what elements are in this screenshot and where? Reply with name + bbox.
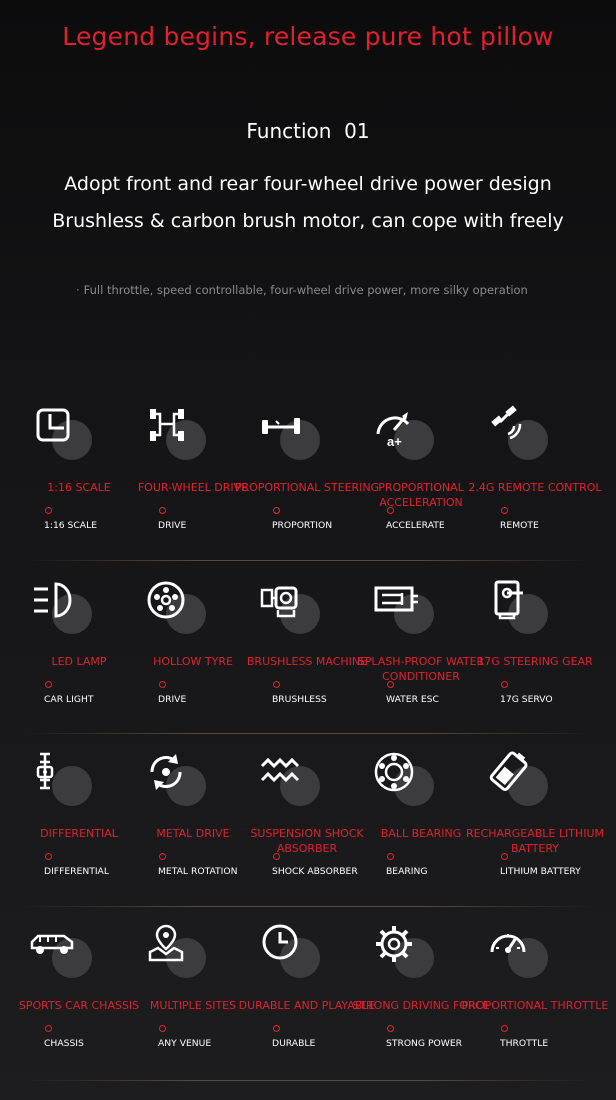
feature-sublabel: BEARING [386,866,428,877]
feature-item [246,574,382,724]
feature-label: MULTIPLE SITES [149,999,237,1012]
bullet-dot [273,507,280,514]
row-divider [24,906,592,907]
feature-sublabel: SHOCK ABSORBER [272,866,358,877]
bullet-dot [273,1025,280,1032]
feature-item [138,400,268,550]
feature-label: 1:16 SCALE [47,481,111,494]
bullet-dot [273,853,280,860]
feature-item [252,746,382,896]
gear-icon [366,918,436,978]
feature-sublabel: BRUSHLESS [272,694,327,705]
feature-sublabel: DRIVE [158,520,187,531]
headlamp-icon [24,574,94,634]
bullet-dot [45,1025,52,1032]
feature-sublabel: STRONG POWER [386,1038,463,1049]
feature-sublabel: METAL ROTATION [158,866,238,877]
feature-sublabel: ANY VENUE [158,1038,212,1049]
feature-item [461,918,610,1068]
bullet-dot [501,1025,508,1032]
feature-sublabel: THROTTLE [500,1038,549,1049]
feature-note [76,283,576,297]
bullet-dot [45,507,52,514]
bullet-dot [387,681,394,688]
row-divider [24,1080,592,1081]
feature-item [24,746,154,896]
feature-item [238,918,382,1068]
bullet-dot [159,1025,166,1032]
feature-sublabel: PROPORTION [272,520,333,531]
bullet-dot [501,507,508,514]
bullet-dot [159,507,166,514]
satellite-signal-icon [480,400,550,460]
feature-item [138,918,268,1068]
feature-item [24,574,154,724]
feature-sublabel: ACCELERATE [386,520,445,531]
row-divider [24,733,592,734]
note-bullet: · [76,283,80,297]
feature-item [357,574,496,724]
bullet-dot [501,853,508,860]
bullet-dot [387,507,394,514]
feature-sublabel: REMOTE [500,520,539,531]
feature-item [468,400,610,550]
bullet-dot [159,681,166,688]
feature-sublabel: DURABLE [272,1038,316,1049]
bullet-dot [273,681,280,688]
feature-sublabel: 17G SERVO [500,694,553,705]
feature-sublabel: LITHIUM BATTERY [500,866,581,877]
car-chassis-icon [24,918,94,978]
steering-axle-icon [252,400,322,460]
function-title: Function 01 [246,119,370,143]
map-pin-icon [138,918,208,978]
feature-label: DURABLE AND PLAYABLE [238,999,376,1012]
feature-sublabel: CHASSIS [44,1038,84,1049]
feature-item [138,746,268,896]
headline: Legend begins, release pure hot pillow [62,22,554,51]
feature-label: SPLASH-PROOF WATER CONDITIONER [357,655,485,683]
bullet-dot [501,681,508,688]
feature-label: HOLLOW TYRE [153,655,233,668]
bullet-dot [387,1025,394,1032]
bearing-icon [366,746,436,806]
motor-icon [252,574,322,634]
rotation-icon [138,746,208,806]
acceleration-gauge-icon [366,400,436,460]
feature-item [24,400,154,550]
feature-sublabel: CAR LIGHT [44,694,94,705]
feature-item [234,400,382,550]
feature-sublabel: DRIVE [158,694,187,705]
battery-icon [480,746,550,806]
feature-label: METAL DRIVE [156,827,230,840]
feature-item [466,746,610,896]
feature-item [366,746,496,896]
feature-sublabel: 1:16 SCALE [44,520,98,531]
feature-sublabel: DIFFERENTIAL [44,866,109,877]
esc-icon [366,574,436,634]
feature-item [477,574,610,724]
row-divider [24,560,592,561]
clock-icon [252,918,322,978]
servo-icon [480,574,550,634]
feature-label: RECHARGEABLE LITHIUM BATTERY [466,827,604,855]
bullet-dot [387,853,394,860]
feature-label: LED LAMP [51,655,107,668]
feature-label: DIFFERENTIAL [40,827,118,840]
feature-label: FOUR-WHEEL DRIVE [137,481,249,494]
feature-item [138,574,268,724]
four-wheel-drive-icon [138,400,208,460]
bullet-dot [45,853,52,860]
feature-label: 17G STEERING GEAR [477,655,593,668]
bullet-dot [45,681,52,688]
feature-label: BALL BEARING [380,827,462,840]
speedometer-icon [480,918,550,978]
feature-label: PROPORTIONAL STEERING [234,481,380,494]
svg-text:a+: a+ [387,434,402,448]
bullet-dot [159,853,166,860]
feature-label: STRONG DRIVING FORCE [352,999,490,1012]
feature-item [352,918,496,1068]
description-line-2: Brushless & carbon brush motor, can cope with freely [52,210,564,232]
square-scale-icon [24,400,94,460]
feature-label: PROPORTIONAL THROTTLE [461,999,609,1012]
feature-label: PROPORTIONAL ACCELERATION [378,481,464,509]
feature-label: 2.4G REMOTE CONTROL [468,481,602,494]
differential-icon [24,746,94,806]
feature-label: BRUSHLESS MACHINE [246,655,368,668]
shock-wave-icon [252,746,322,806]
feature-sublabel: WATER ESC [386,694,439,705]
feature-item [366,400,496,550]
tyre-icon [138,574,208,634]
feature-item [18,918,154,1068]
description-line-1: Adopt front and rear four-wheel drive power design [64,173,552,195]
feature-label: SUSPENSION SHOCK ABSORBER [250,827,364,855]
feature-label: SPORTS CAR CHASSIS [18,999,140,1012]
note-text: Full throttle, speed controllable, four-wheel drive power, more silky operation [83,283,528,297]
